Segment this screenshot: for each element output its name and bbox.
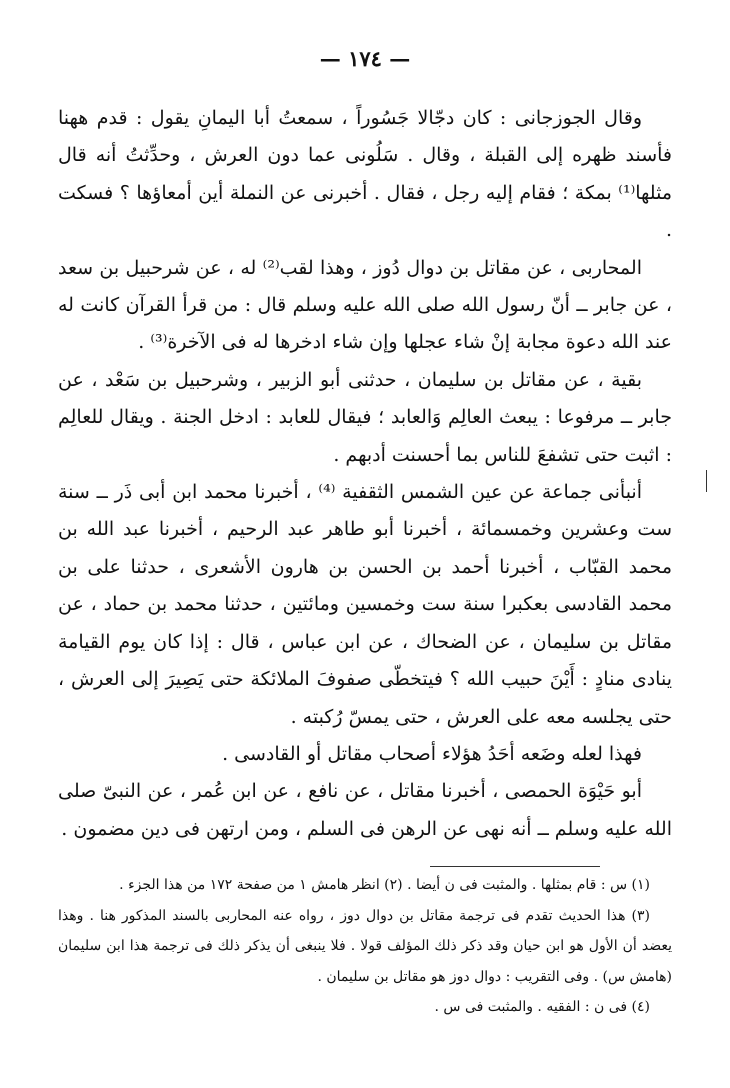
footnote-separator <box>430 866 600 867</box>
main-text <box>58 100 672 848</box>
paragraph-abu-haywa: أبو حَيْوَة الحمصى ، أخبرنا مقاتل ، عن نافع ، عن ابن عُمر ، عن النبىّ صلى الله عليه وسلم ــ أنه نهى عن الرهن فى السلم ، ومن ارتهن فى دين مضمون . <box>58 780 672 840</box>
footnote-4: (٤) فى ن : الفقيه . والمثبت فى س . <box>434 999 650 1015</box>
paragraph-anbaani: أنبأنى جماعة عن عين الشمس الثقفية ⁽⁴⁾ ، أخبرنا محمد ابن أبى ذَر ــ سنة ست وعشرين وخمسمائة ، أخبرنا أبو طاهر عبد الرحيم ، أخبرنا عبد الله بن محمد القبّاب ، أخبرنا أحمد بن الحسن بن هارون الأشعرى ، حدثنا على بن محمد القادسى بعكبرا سنة ست وخمسين ومائتين ، حدثنا محمد بن حماد ، عن مقاتل بن سليمان ، عن الضحاك ، عن ابن عباس ، قال : إذا كان يوم القيامة ينادى منادٍ : أَيْنَ حبيب الله ؟ فيتخطّى صفوفَ الملائكة حتى يَصِيرَ إلى العرش ، حتى يجلسه معه على العرش ، حتى يمسّ رُكبته . <box>58 481 672 728</box>
margin-mark <box>706 470 707 492</box>
footnote-1-2: (١) س : قام بمثلها . والمثبت فى ن أيضا . (٢) انظر هامش ١ من صفحة ١٧٢ من هذا الجزء . <box>119 877 650 893</box>
footnotes <box>58 870 672 1023</box>
paragraph-baqiyya: بقية ، عن مقاتل بن سليمان ، حدثنى أبو الزبير ، وشرحبيل بن سَعْد ، عن جابر ــ مرفوعا : يبعث العالِم وَالعابد ؛ فيقال للعابد : ادخل الجنة . ويقال للعالِم : اثبت حتى تشفعَ للناس بما أحسنت أدبهم . <box>58 368 672 466</box>
footnote-3: (٣) هذا الحديث تقدم فى ترجمة مقاتل بن دوال دوز ، رواه عنه المحاربى بالسند المذكور هنا . وهذا يعضد أن الأول هو ابن حيان وقد ذكر ذلك المؤلف قولا . فلا ينبغى أن يذكر ذلك فى ترجمة هذا ابن سليمان (هامش س) . وفى التقريب : دوال دوز هو مقاتل بن سليمان . <box>58 907 672 985</box>
paragraph-muharibi: المحاربى ، عن مقاتل بن دوال دُوز ، وهذا لقب⁽²⁾ له ، عن شرحبيل بن سعد ، عن جابر ــ أنّ رسول الله صلى الله عليه وسلم قال : من قرأ القرآن كانت له عند الله دعوة مجابة إنْ شاء عجلها وإن شاء ادخرها له فى الآخرة⁽³⁾ . <box>58 256 672 354</box>
paragraph-jawzajani: وقال الجوزجانى : كان دجّالا جَسُوراً ، سمعتُ أبا اليمانِ يقول : قدم ههنا فأسند ظهره إلى القبلة ، وقال . سَلُونى عما دون العرش ، وحدِّثتُ أنه قال مثلها⁽¹⁾ بمكة ؛ فقام إليه رجل ، فقال . أخبرنى عن النملة أين أمعاؤها ؟ فسكت . <box>58 107 672 242</box>
paragraph-fahadha: فهذا لعله وضَعه أحَدُ هؤلاء أصحاب مقاتل أو القادسى . <box>222 742 642 765</box>
page-number: — ١٧٤ — <box>319 46 411 71</box>
